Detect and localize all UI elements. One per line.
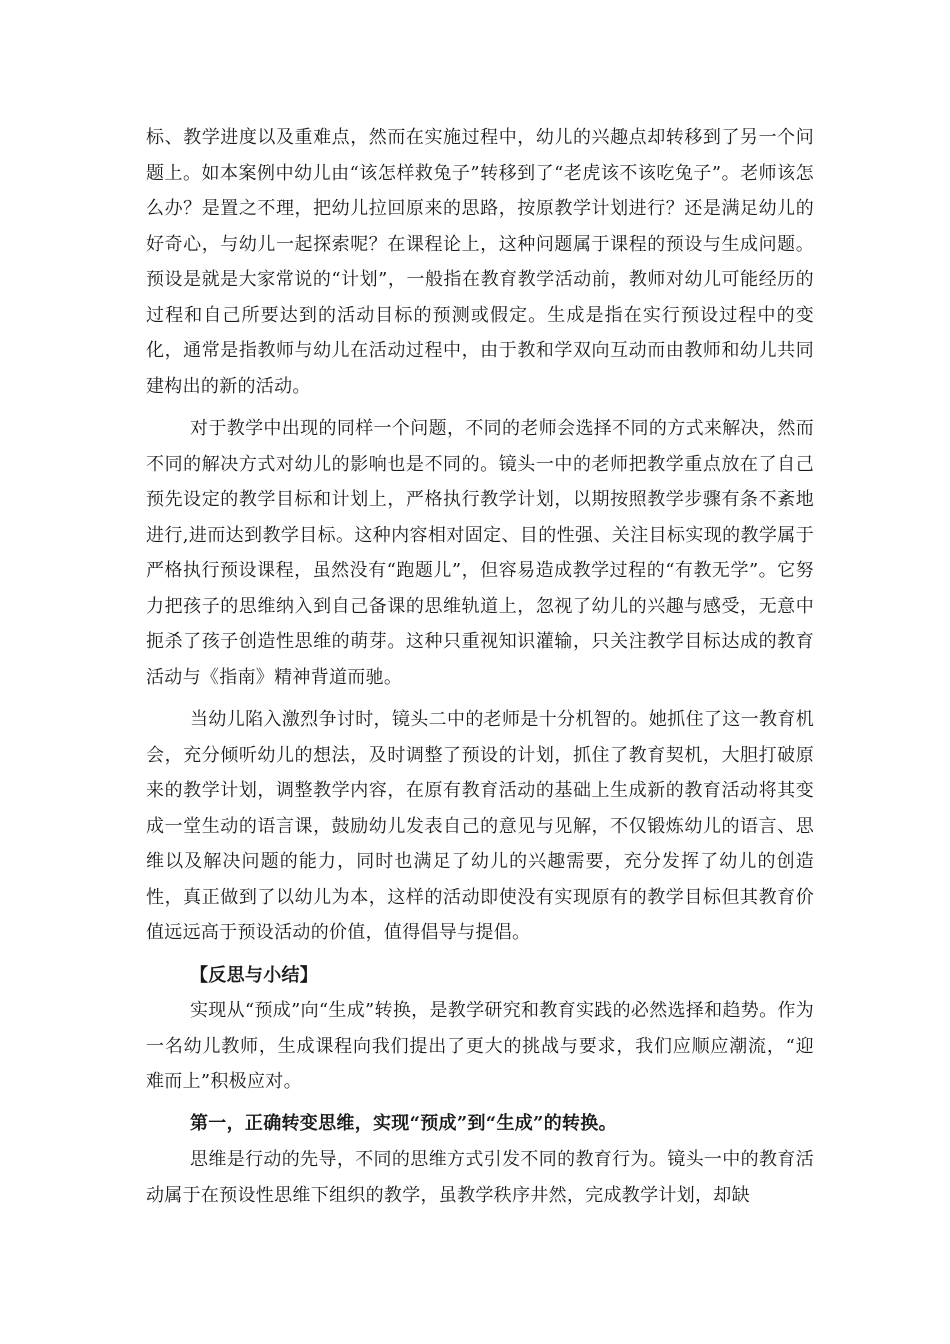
- subsection-heading: 第一，正确转变思维，实现“预成”到“生成”的转换。: [190, 1113, 617, 1134]
- body-paragraph: 实现从“预成”向“生成”转换，是教学研究和教育实践的必然选择和趋势。作为一名幼儿教师，生成课程向我们提出了更大的挑战与要求，我们应顺应潮流，“迎难而上”积极应对。: [146, 1000, 814, 1092]
- body-paragraph: 当幼儿陷入激烈争讨时，镜头二中的老师是十分机智的。她抓住了这一教育机会，充分倾听幼儿的想法，及时调整了预设的计划，抓住了教育契机，大胆打破原来的教学计划，调整教学内容，在原有教育活动的基础上生成新的教育活动将其变成一堂生动的语言课，鼓励幼儿发表自己的意见与见解，不仅锻炼幼儿的语言、思维以及解决问题的能力，同时也满足了幼儿的兴趣需要，充分发挥了幼儿的创造性，真正做到了以幼儿为本，这样的活动即使没有实现原有的教学目标但其教育价值远远高于预设活动的价值，值得倡导与提倡。: [146, 709, 814, 943]
- body-paragraph: 对于教学中出现的同样一个问题，不同的老师会选择不同的方式来解决，然而不同的解决方式对幼儿的影响也是不同的。镜头一中的老师把教学重点放在了自己预先设定的教学目标和计划上，严格执行教学计划，以期按照教学步骤有条不紊地进行,进而达到教学目标。这种内容相对固定、目的性强、关注目标实现的教学属于严格执行预设课程，虽然没有“跑题儿”，但容易造成教学过程的“有教无学”。它努力把孩子的思维纳入到自己备课的思维轨道上，忽视了幼儿的兴趣与感受，无意中扼杀了孩子创造性思维的萌芽。这种只重视知识灌输，只关注教学目标达成的教育活动与《指南》精神背道而驰。: [146, 418, 814, 688]
- section-heading: 【反思与小结】: [190, 965, 319, 986]
- body-paragraph: 标、教学进度以及重难点，然而在实施过程中，幼儿的兴趣点却转移到了另一个问题上。如本案例中幼儿由“该怎样救兔子”转移到了“老虎该不该吃兔子”。老师该怎么办？是置之不理，把幼儿拉回原来的思路，按原教学计划进行？还是满足幼儿的好奇心，与幼儿一起探索呢？在课程论上，这种问题属于课程的预设与生成问题。预设是就是大家常说的“计划”，一般指在教育教学活动前，教师对幼儿可能经历的过程和自己所要达到的活动目标的预测或假定。生成是指在实行预设过程中的变化，通常是指教师与幼儿在活动过程中，由于教和学双向互动而由教师和幼儿共同建构出的新的活动。: [146, 127, 814, 397]
- body-paragraph: 思维是行动的先导，不同的思维方式引发不同的教育行为。镜头一中的教育活动属于在预设性思维下组织的教学，虽教学秩序井然，完成教学计划，却缺: [146, 1149, 814, 1206]
